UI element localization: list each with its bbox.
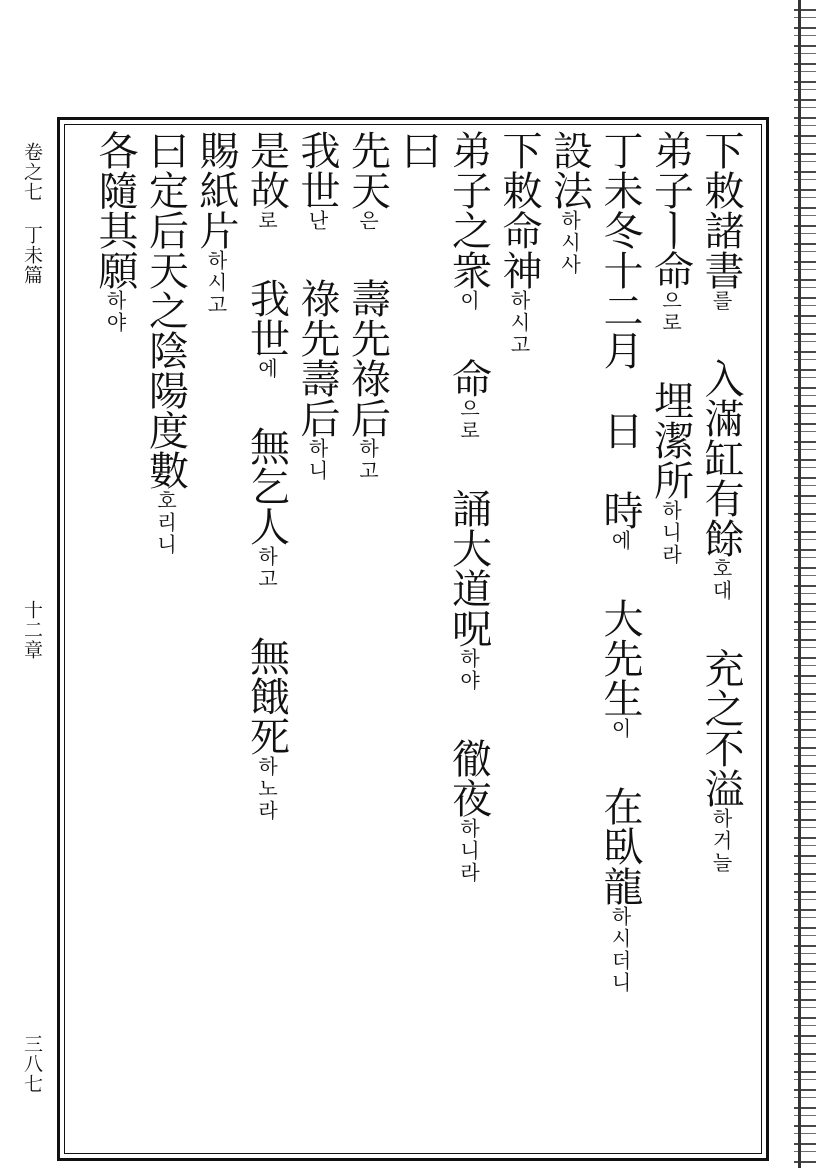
hanja-segment: 下敕命神 <box>496 130 542 290</box>
hangul-particle: 에 <box>254 358 279 380</box>
text-column <box>443 130 494 1140</box>
hangul-particle: 으로 <box>456 398 481 442</box>
hangul-particle: 난 <box>305 210 329 232</box>
hangul-particle: 이 <box>456 290 481 312</box>
hanja-segment: 無餓死 <box>243 590 290 756</box>
hangul-particle: 호리니 <box>153 490 178 556</box>
hanja-segment: 各隨其願 <box>92 130 138 290</box>
hangul-particle: 하시사 <box>557 210 582 276</box>
hanja-segment: 大先生 <box>597 552 643 718</box>
text-column <box>292 130 343 1140</box>
hanja-segment: 曰定后天之陰陽度數 <box>142 130 189 490</box>
margin-page-number: 三八七 <box>21 1034 43 1094</box>
hangul-particle: 호대 <box>709 558 733 602</box>
hangul-particle: 하니 <box>305 438 329 482</box>
text-column <box>494 130 545 1140</box>
text-column <box>393 130 444 1140</box>
hanja-segment: 下敕諸書 <box>698 130 744 290</box>
text-column <box>90 130 141 1140</box>
hanja-segment: 誦大道呪 <box>445 442 492 648</box>
hangul-particle: 하거늘 <box>709 808 733 874</box>
text-column <box>645 130 696 1140</box>
hanja-segment: 埋潔所 <box>647 334 694 500</box>
hanja-segment: 充之不溢 <box>698 602 744 808</box>
hanja-segment: 命 <box>445 312 492 398</box>
hanja-segment: 是故 <box>243 130 290 210</box>
hanja-segment: 入滿缸有餘 <box>698 312 744 558</box>
hangul-particle: 하니라 <box>658 500 683 566</box>
hangul-particle: 하고 <box>254 546 279 590</box>
hanja-segment: 先天 <box>344 130 391 210</box>
hangul-particle: 이 <box>608 718 632 740</box>
hanja-segment: 祿先壽后 <box>294 232 340 438</box>
hangul-particle: 하시고 <box>204 250 228 316</box>
hangul-particle: 로 <box>254 210 279 232</box>
hanja-segment: 無乞人 <box>243 380 290 546</box>
hanja-segment: 丁未冬十二月 日 時 <box>597 130 643 530</box>
text-column <box>696 130 747 1140</box>
margin-book-title: 卷之七 丁未篇 <box>21 142 43 285</box>
hanja-segment: 弟子ㅣ命 <box>647 130 694 290</box>
hanja-segment: 設法 <box>546 130 593 210</box>
hanja-segment: 弟子之衆 <box>445 130 492 290</box>
hangul-particle: 하고 <box>355 438 380 482</box>
hangul-particle: 하야 <box>456 648 481 692</box>
text-column <box>595 130 646 1140</box>
hanja-segment: 我世 <box>243 232 290 358</box>
text-column <box>140 130 191 1140</box>
main-text-block <box>90 130 747 1140</box>
hangul-particle: 으로 <box>658 290 683 334</box>
hangul-particle: 하시고 <box>507 290 531 356</box>
hangul-particle: 를 <box>709 290 733 312</box>
hanja-segment: 賜紙片 <box>193 130 239 250</box>
hanja-segment: 我世 <box>294 130 340 210</box>
text-column <box>191 130 242 1140</box>
hangul-particle: 은 <box>355 210 380 232</box>
text-column <box>342 130 393 1140</box>
hangul-particle: 에 <box>608 530 632 552</box>
text-column <box>241 130 292 1140</box>
text-column <box>544 130 595 1140</box>
hangul-particle: 하야 <box>103 290 127 334</box>
hangul-particle: 하노라 <box>254 756 279 822</box>
hangul-particle: 하시더니 <box>608 906 632 994</box>
hanja-segment: 在臥龍 <box>597 740 643 906</box>
hanja-segment: 曰 <box>395 130 441 170</box>
hangul-particle: 하니라 <box>456 818 481 884</box>
scan-binding-edge <box>794 0 816 1168</box>
margin-chapter-number: 十二章 <box>21 600 43 660</box>
hanja-segment: 徹夜 <box>445 692 492 818</box>
hanja-segment: 壽先祿后 <box>344 232 391 438</box>
